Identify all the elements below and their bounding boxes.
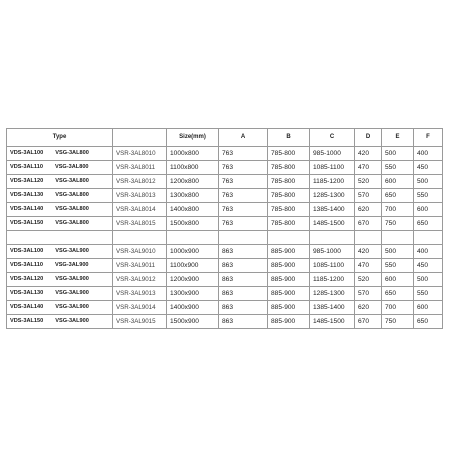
- dim-c: 985-1000: [310, 147, 355, 161]
- header-c: C: [310, 129, 355, 147]
- door-model: VDS-3AL150: [10, 220, 44, 226]
- rail-model: VSR-3AL8015: [113, 217, 167, 231]
- dim-a: 763: [219, 147, 268, 161]
- dim-b: 785-800: [268, 189, 310, 203]
- table-row: [7, 175, 443, 189]
- table-row: [7, 189, 443, 203]
- rail-model: VSR-3AL9014: [113, 301, 167, 315]
- dim-f: 500: [414, 273, 443, 287]
- dim-d: 470: [355, 259, 382, 273]
- separator-cell: [219, 231, 268, 245]
- door-model: VDS-3AL110: [10, 164, 43, 170]
- glass-model: VSG-3AL800: [55, 206, 89, 212]
- size-value: 1000x800: [167, 147, 219, 161]
- door-model: VDS-3AL120: [10, 276, 44, 282]
- header-type: Type: [7, 129, 113, 147]
- dim-d: 420: [355, 245, 382, 259]
- dim-a: 763: [219, 161, 268, 175]
- separator-cell: [414, 231, 443, 245]
- dim-b: 785-800: [268, 217, 310, 231]
- separator-cell: [355, 231, 382, 245]
- dim-f: 600: [414, 203, 443, 217]
- glass-model: VSG-3AL900: [55, 318, 89, 324]
- model-cell: [7, 287, 113, 301]
- dim-d: 470: [355, 161, 382, 175]
- door-model: VDS-3AL150: [10, 318, 44, 324]
- rail-model: VSR-3AL8014: [113, 203, 167, 217]
- dim-b: 885-900: [268, 287, 310, 301]
- spec-table-body: [7, 147, 443, 329]
- dim-c: 1385-1400: [310, 203, 355, 217]
- dim-c: 1085-1100: [310, 161, 355, 175]
- dim-f: 550: [414, 189, 443, 203]
- dim-f: 450: [414, 161, 443, 175]
- dim-d: 520: [355, 175, 382, 189]
- glass-model: VSG-3AL800: [54, 164, 89, 170]
- dim-e: 500: [382, 147, 414, 161]
- dim-d: 520: [355, 273, 382, 287]
- dim-a: 863: [219, 245, 268, 259]
- spec-sheet: [6, 128, 442, 329]
- dim-c: 985-1000: [310, 245, 355, 259]
- separator-cell: [113, 231, 167, 245]
- header-f: F: [414, 129, 443, 147]
- group-separator: [7, 231, 443, 245]
- dim-b: 885-900: [268, 245, 310, 259]
- dim-d: 420: [355, 147, 382, 161]
- dim-c: 1185-1200: [310, 273, 355, 287]
- dim-e: 650: [382, 287, 414, 301]
- rail-model: VSR-3AL8011: [113, 161, 167, 175]
- dim-e: 700: [382, 203, 414, 217]
- size-value: 1300x900: [167, 287, 219, 301]
- dim-a: 863: [219, 315, 268, 329]
- glass-model: VSG-3AL900: [55, 290, 89, 296]
- door-model: VDS-3AL140: [10, 206, 44, 212]
- table-row: [7, 203, 443, 217]
- rail-model: VSR-3AL9010: [113, 245, 167, 259]
- model-cell: [7, 147, 113, 161]
- glass-model: VSG-3AL800: [55, 220, 89, 226]
- size-value: 1300x800: [167, 189, 219, 203]
- dim-a: 763: [219, 175, 268, 189]
- model-cell: [7, 315, 113, 329]
- dim-f: 650: [414, 217, 443, 231]
- separator-cell: [268, 231, 310, 245]
- glass-model: VSG-3AL800: [55, 150, 89, 156]
- dim-f: 450: [414, 259, 443, 273]
- header-d: D: [355, 129, 382, 147]
- dim-d: 670: [355, 315, 382, 329]
- model-cell: [7, 203, 113, 217]
- dim-e: 550: [382, 259, 414, 273]
- dim-d: 620: [355, 203, 382, 217]
- dim-a: 863: [219, 301, 268, 315]
- separator-cell: [382, 231, 414, 245]
- dim-e: 550: [382, 161, 414, 175]
- rail-model: VSR-3AL9015: [113, 315, 167, 329]
- dim-e: 600: [382, 273, 414, 287]
- separator-cell: [167, 231, 219, 245]
- dim-a: 863: [219, 287, 268, 301]
- size-value: 1000x900: [167, 245, 219, 259]
- table-row: [7, 315, 443, 329]
- dim-b: 885-900: [268, 315, 310, 329]
- glass-model: VSG-3AL900: [54, 262, 89, 268]
- size-value: 1400x900: [167, 301, 219, 315]
- model-cell: [7, 161, 113, 175]
- dim-c: 1285-1300: [310, 189, 355, 203]
- model-cell: [7, 273, 113, 287]
- separator-cell: [310, 231, 355, 245]
- size-value: 1500x800: [167, 217, 219, 231]
- rail-model: VSR-3AL9011: [113, 259, 167, 273]
- model-cell: [7, 189, 113, 203]
- dim-c: 1485-1500: [310, 315, 355, 329]
- dim-b: 785-800: [268, 175, 310, 189]
- size-value: 1400x800: [167, 203, 219, 217]
- dim-f: 600: [414, 301, 443, 315]
- door-model: VDS-3AL100: [10, 248, 44, 254]
- dim-c: 1285-1300: [310, 287, 355, 301]
- table-row: [7, 259, 443, 273]
- door-model: VDS-3AL140: [10, 304, 44, 310]
- dim-a: 863: [219, 259, 268, 273]
- dim-b: 785-800: [268, 203, 310, 217]
- dim-b: 785-800: [268, 147, 310, 161]
- dim-a: 763: [219, 203, 268, 217]
- separator-cell: [7, 231, 113, 245]
- header-a: A: [219, 129, 268, 147]
- dim-e: 750: [382, 315, 414, 329]
- header-b: B: [268, 129, 310, 147]
- glass-model: VSG-3AL900: [55, 248, 89, 254]
- table-row: [7, 273, 443, 287]
- model-cell: [7, 245, 113, 259]
- table-row: [7, 161, 443, 175]
- dim-e: 700: [382, 301, 414, 315]
- dim-d: 670: [355, 217, 382, 231]
- dim-c: 1485-1500: [310, 217, 355, 231]
- size-value: 1500x900: [167, 315, 219, 329]
- rail-model: VSR-3AL8010: [113, 147, 167, 161]
- glass-model: VSG-3AL800: [55, 192, 89, 198]
- model-cell: [7, 259, 113, 273]
- dim-f: 550: [414, 287, 443, 301]
- dim-d: 570: [355, 287, 382, 301]
- glass-model: VSG-3AL800: [55, 178, 89, 184]
- rail-model: VSR-3AL8012: [113, 175, 167, 189]
- dim-b: 785-800: [268, 161, 310, 175]
- size-value: 1200x900: [167, 273, 219, 287]
- model-cell: [7, 217, 113, 231]
- door-model: VDS-3AL100: [10, 150, 44, 156]
- dim-c: 1185-1200: [310, 175, 355, 189]
- size-value: 1200x800: [167, 175, 219, 189]
- size-value: 1100x800: [167, 161, 219, 175]
- header-blank: [113, 129, 167, 147]
- table-row: [7, 147, 443, 161]
- model-cell: [7, 301, 113, 315]
- rail-model: VSR-3AL9013: [113, 287, 167, 301]
- header-size: Size(mm): [167, 129, 219, 147]
- table-header-row: [7, 129, 443, 147]
- model-cell: [7, 175, 113, 189]
- door-model: VDS-3AL130: [10, 192, 44, 198]
- dim-c: 1385-1400: [310, 301, 355, 315]
- dim-e: 750: [382, 217, 414, 231]
- dim-c: 1085-1100: [310, 259, 355, 273]
- spec-table: [6, 128, 443, 329]
- dim-f: 650: [414, 315, 443, 329]
- dim-d: 570: [355, 189, 382, 203]
- header-e: E: [382, 129, 414, 147]
- dim-f: 500: [414, 175, 443, 189]
- dim-e: 650: [382, 189, 414, 203]
- table-row: [7, 245, 443, 259]
- door-model: VDS-3AL110: [10, 262, 43, 268]
- dim-a: 763: [219, 189, 268, 203]
- rail-model: VSR-3AL9012: [113, 273, 167, 287]
- dim-b: 885-900: [268, 301, 310, 315]
- rail-model: VSR-3AL8013: [113, 189, 167, 203]
- dim-f: 400: [414, 147, 443, 161]
- dim-d: 620: [355, 301, 382, 315]
- dim-b: 885-900: [268, 259, 310, 273]
- size-value: 1100x900: [167, 259, 219, 273]
- dim-e: 500: [382, 245, 414, 259]
- dim-a: 763: [219, 217, 268, 231]
- dim-e: 600: [382, 175, 414, 189]
- door-model: VDS-3AL130: [10, 290, 44, 296]
- table-row: [7, 287, 443, 301]
- table-row: [7, 301, 443, 315]
- dim-f: 400: [414, 245, 443, 259]
- table-row: [7, 217, 443, 231]
- door-model: VDS-3AL120: [10, 178, 44, 184]
- dim-b: 885-900: [268, 273, 310, 287]
- glass-model: VSG-3AL900: [55, 304, 89, 310]
- glass-model: VSG-3AL900: [55, 276, 89, 282]
- dim-a: 863: [219, 273, 268, 287]
